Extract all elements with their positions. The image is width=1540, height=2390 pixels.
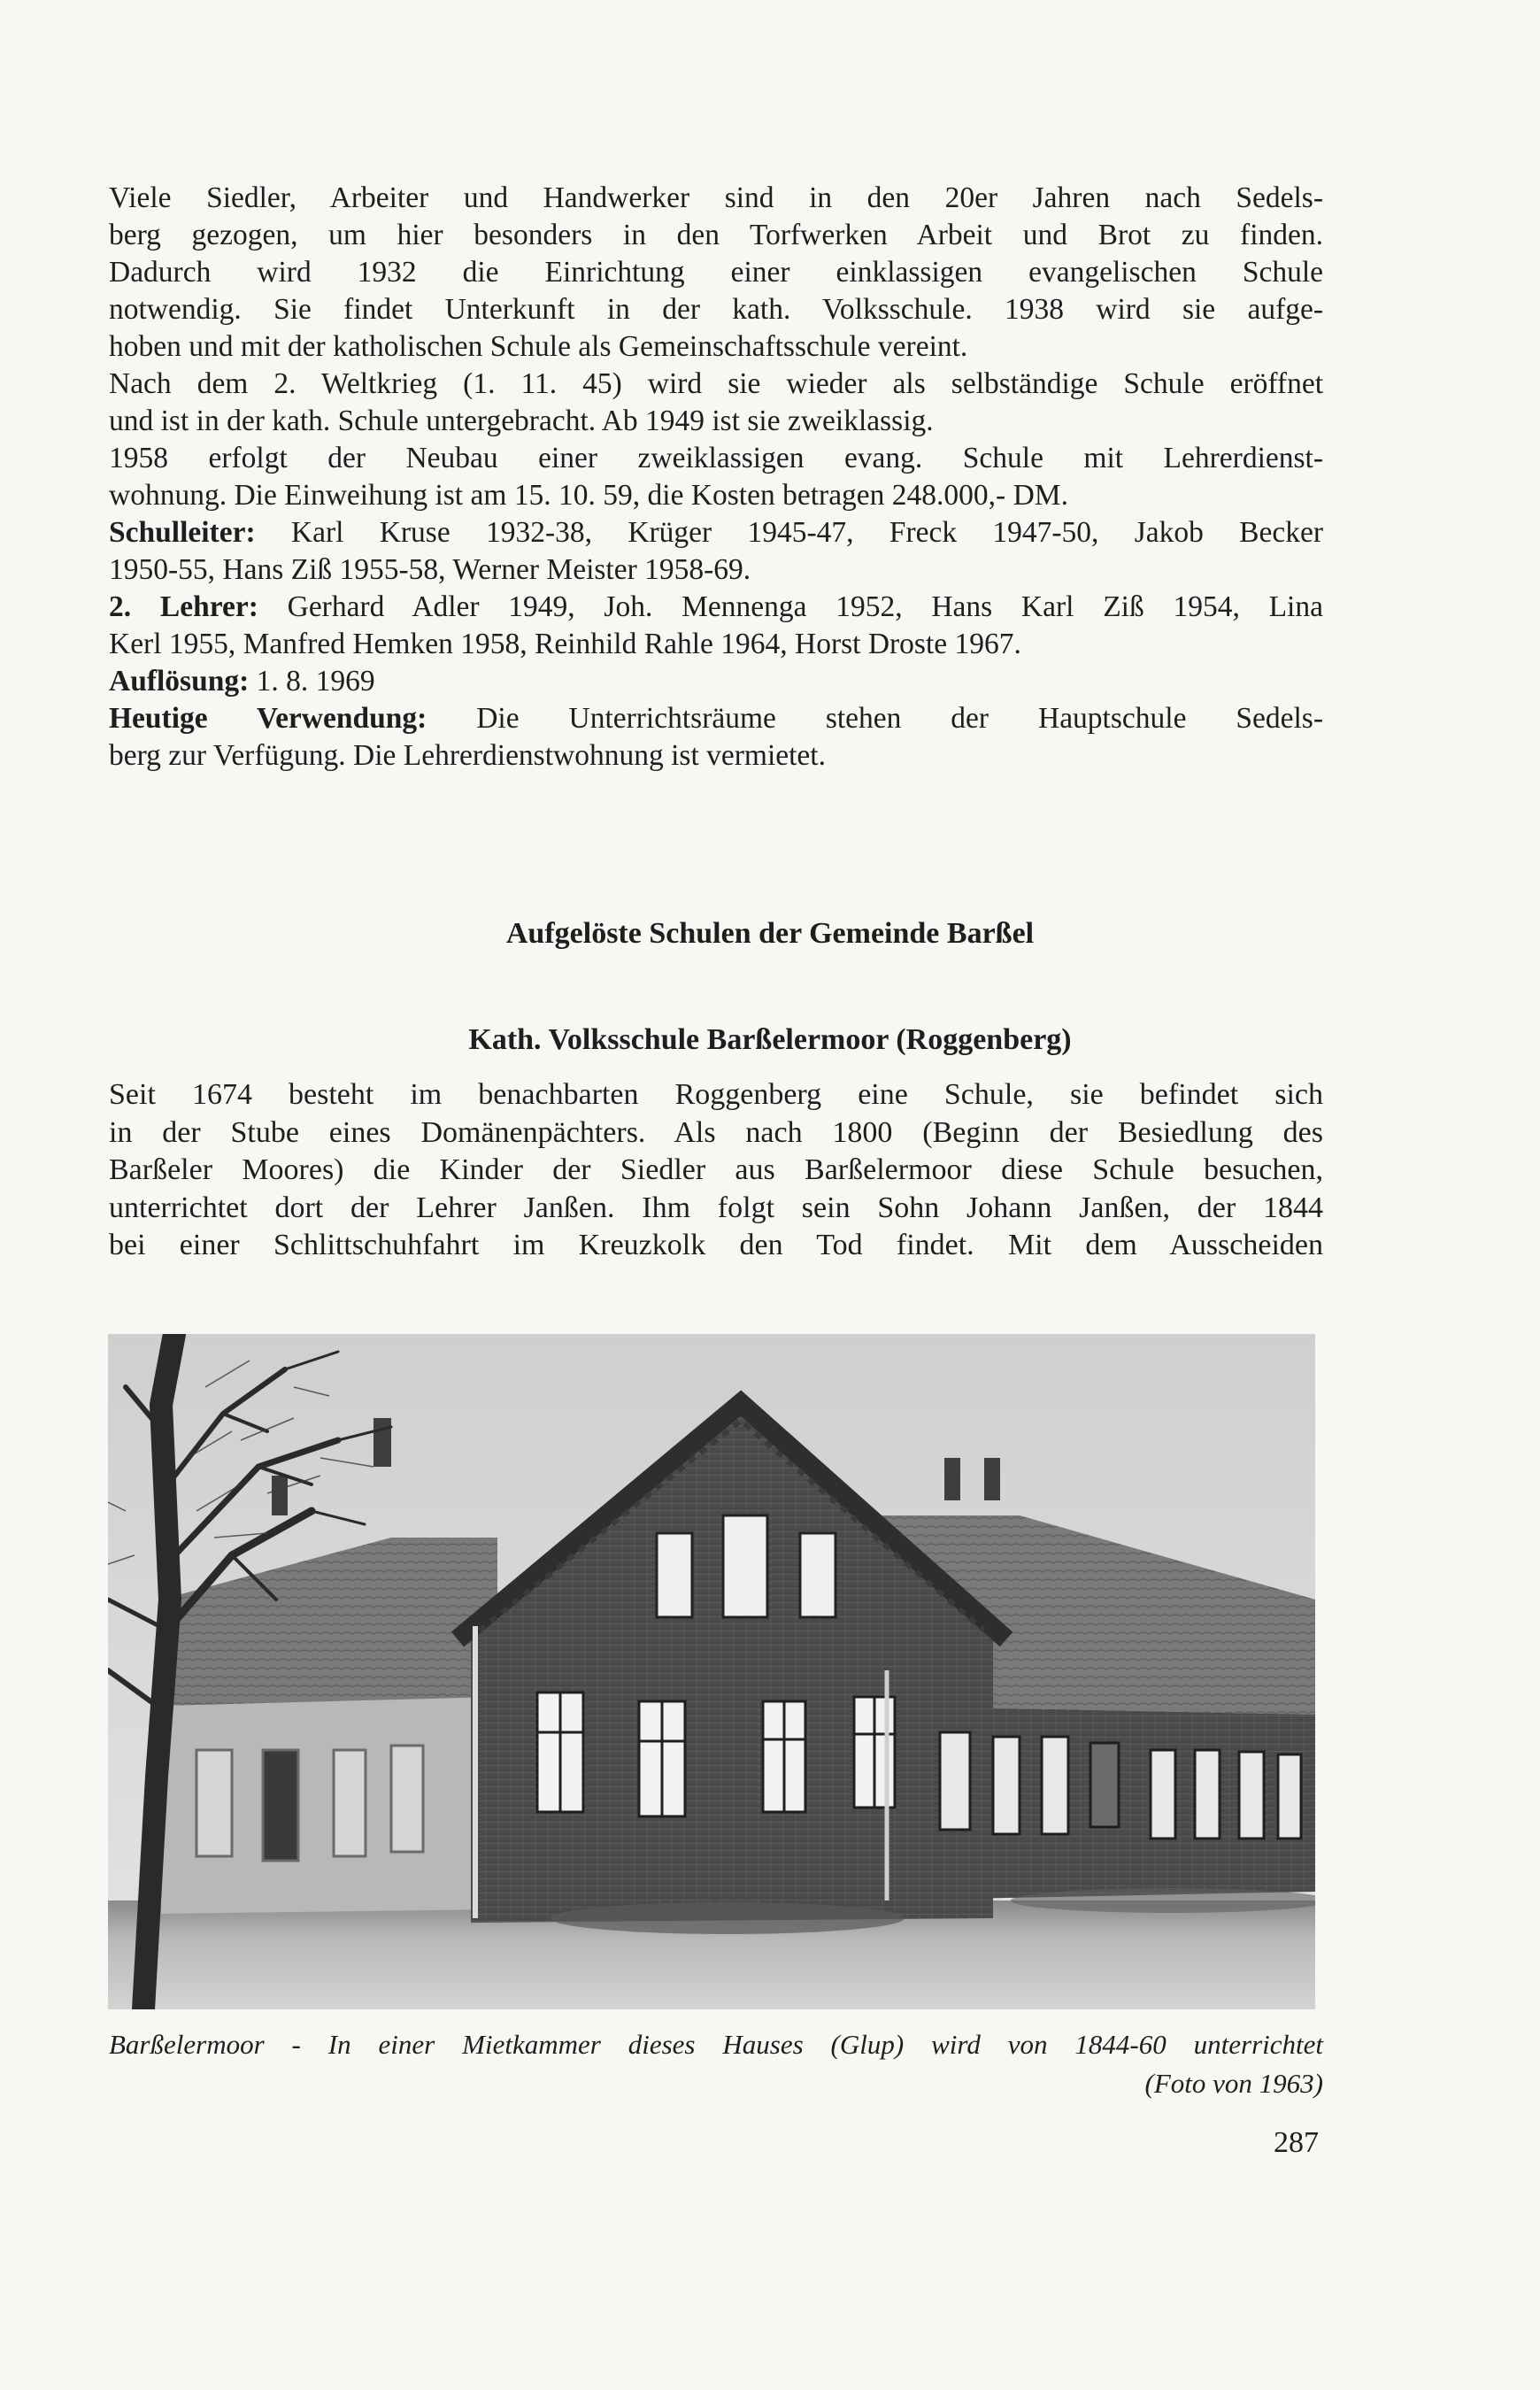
subsection-heading: Kath. Volksschule Barßelermoor (Roggenberg) — [468, 1023, 1072, 1056]
caption-line-1: Barßelermoor - In einer Mietkammer dieses Hauses (Glup) wird von 1844-60 unterrichtet — [109, 2029, 1323, 2060]
text-line: Viele Siedler, Arbeiter und Handwerker sind in den 20er Jahren nach Sedels- — [109, 181, 1323, 214]
schulleiter-label: Schulleiter: — [109, 516, 256, 549]
schulleiter-entry — [109, 514, 1323, 589]
text-line — [109, 589, 1323, 626]
verwendung-text: Die Unterrichtsräume stehen der Hauptschule Sedels- — [427, 702, 1323, 735]
verwendung-label: Heutige Verwendung: — [109, 702, 427, 735]
school-building-illustration — [108, 1334, 1315, 2009]
photo-caption — [109, 2025, 1323, 2103]
text-line: wohnung. Die Einweihung ist am 15. 10. 59, die Kosten betragen 248.000,- DM. — [109, 479, 1068, 512]
text-line: 1950-55, Hans Ziß 1955-58, Werner Meister 1958-69. — [109, 553, 751, 586]
text-line: berg zur Verfügung. Die Lehrerdienstwohnung ist vermietet. — [109, 739, 826, 772]
aufloesung-label: Auflösung: — [109, 665, 250, 698]
text-line — [109, 700, 1323, 737]
text-line: 1958 erfolgt der Neubau einer zweiklassigen evang. Schule mit Lehrerdienst- — [109, 442, 1323, 474]
text-line: Nach dem 2. Weltkrieg (1. 11. 45) wird sie wieder als selbständige Schule eröffnet — [109, 367, 1323, 400]
caption-line-2: (Foto von 1963) — [1144, 2068, 1323, 2099]
school-history-text — [109, 1076, 1323, 1265]
paragraph-1 — [109, 180, 1323, 366]
page-number: 287 — [1274, 2126, 1319, 2159]
text-line: hoben und mit der katholischen Schule als Gemeinschaftsschule vereint. — [109, 330, 968, 363]
text-line: und ist in der kath. Schule untergebracht. Ab 1949 ist sie zweiklassig. — [109, 405, 934, 437]
school-building-photo — [108, 1334, 1315, 2009]
aufloesung-entry — [109, 663, 1323, 700]
lehrer-label: 2. Lehrer: — [109, 590, 258, 623]
text-line: Kerl 1955, Manfred Hemken 1958, Reinhild Rahle 1964, Horst Droste 1967. — [109, 628, 1021, 660]
section-heading: Aufgelöste Schulen der Gemeinde Barßel — [505, 917, 1035, 950]
text-line: Barßeler Moores) die Kinder der Siedler aus Barßelermoor diese Schule besuchen, — [109, 1153, 1323, 1186]
lehrer-text: Gerhard Adler 1949, Joh. Mennenga 1952, Hans Karl Ziß 1954, Lina — [258, 590, 1323, 623]
schulleiter-text: Karl Kruse 1932-38, Krüger 1945-47, Freck 1947-50, Jakob Becker — [255, 516, 1323, 549]
text-line: bei einer Schlittschuhfahrt im Kreuzkolk den Tod findet. Mit dem Ausscheiden — [109, 1229, 1323, 1261]
text-line: Dadurch wird 1932 die Einrichtung einer einklassigen evangelischen Schule — [109, 256, 1323, 289]
verwendung-entry — [109, 700, 1323, 775]
text-line: notwendig. Sie findet Unterkunft in der kath. Volksschule. 1938 wird sie aufge- — [109, 293, 1323, 326]
paragraph-2 — [109, 366, 1323, 440]
text-line — [109, 663, 1323, 700]
text-line: in der Stube eines Domänenpächters. Als nach 1800 (Beginn der Besiedlung des — [109, 1115, 1323, 1149]
text-line — [109, 514, 1323, 551]
text-line: unterrichtet dort der Lehrer Janßen. Ihm folgt sein Sohn Johann Janßen, der 1844 — [109, 1191, 1323, 1224]
text-line: berg gezogen, um hier besonders in den Torfwerken Arbeit und Brot zu finden. — [109, 219, 1323, 251]
text-line: Seit 1674 besteht im benachbarten Roggenberg eine Schule, sie befindet sich — [109, 1078, 1323, 1111]
main-text — [109, 180, 1323, 775]
lehrer-entry — [109, 589, 1323, 663]
paragraph-3 — [109, 440, 1323, 514]
aufloesung-value: 1. 8. 1969 — [249, 665, 375, 698]
